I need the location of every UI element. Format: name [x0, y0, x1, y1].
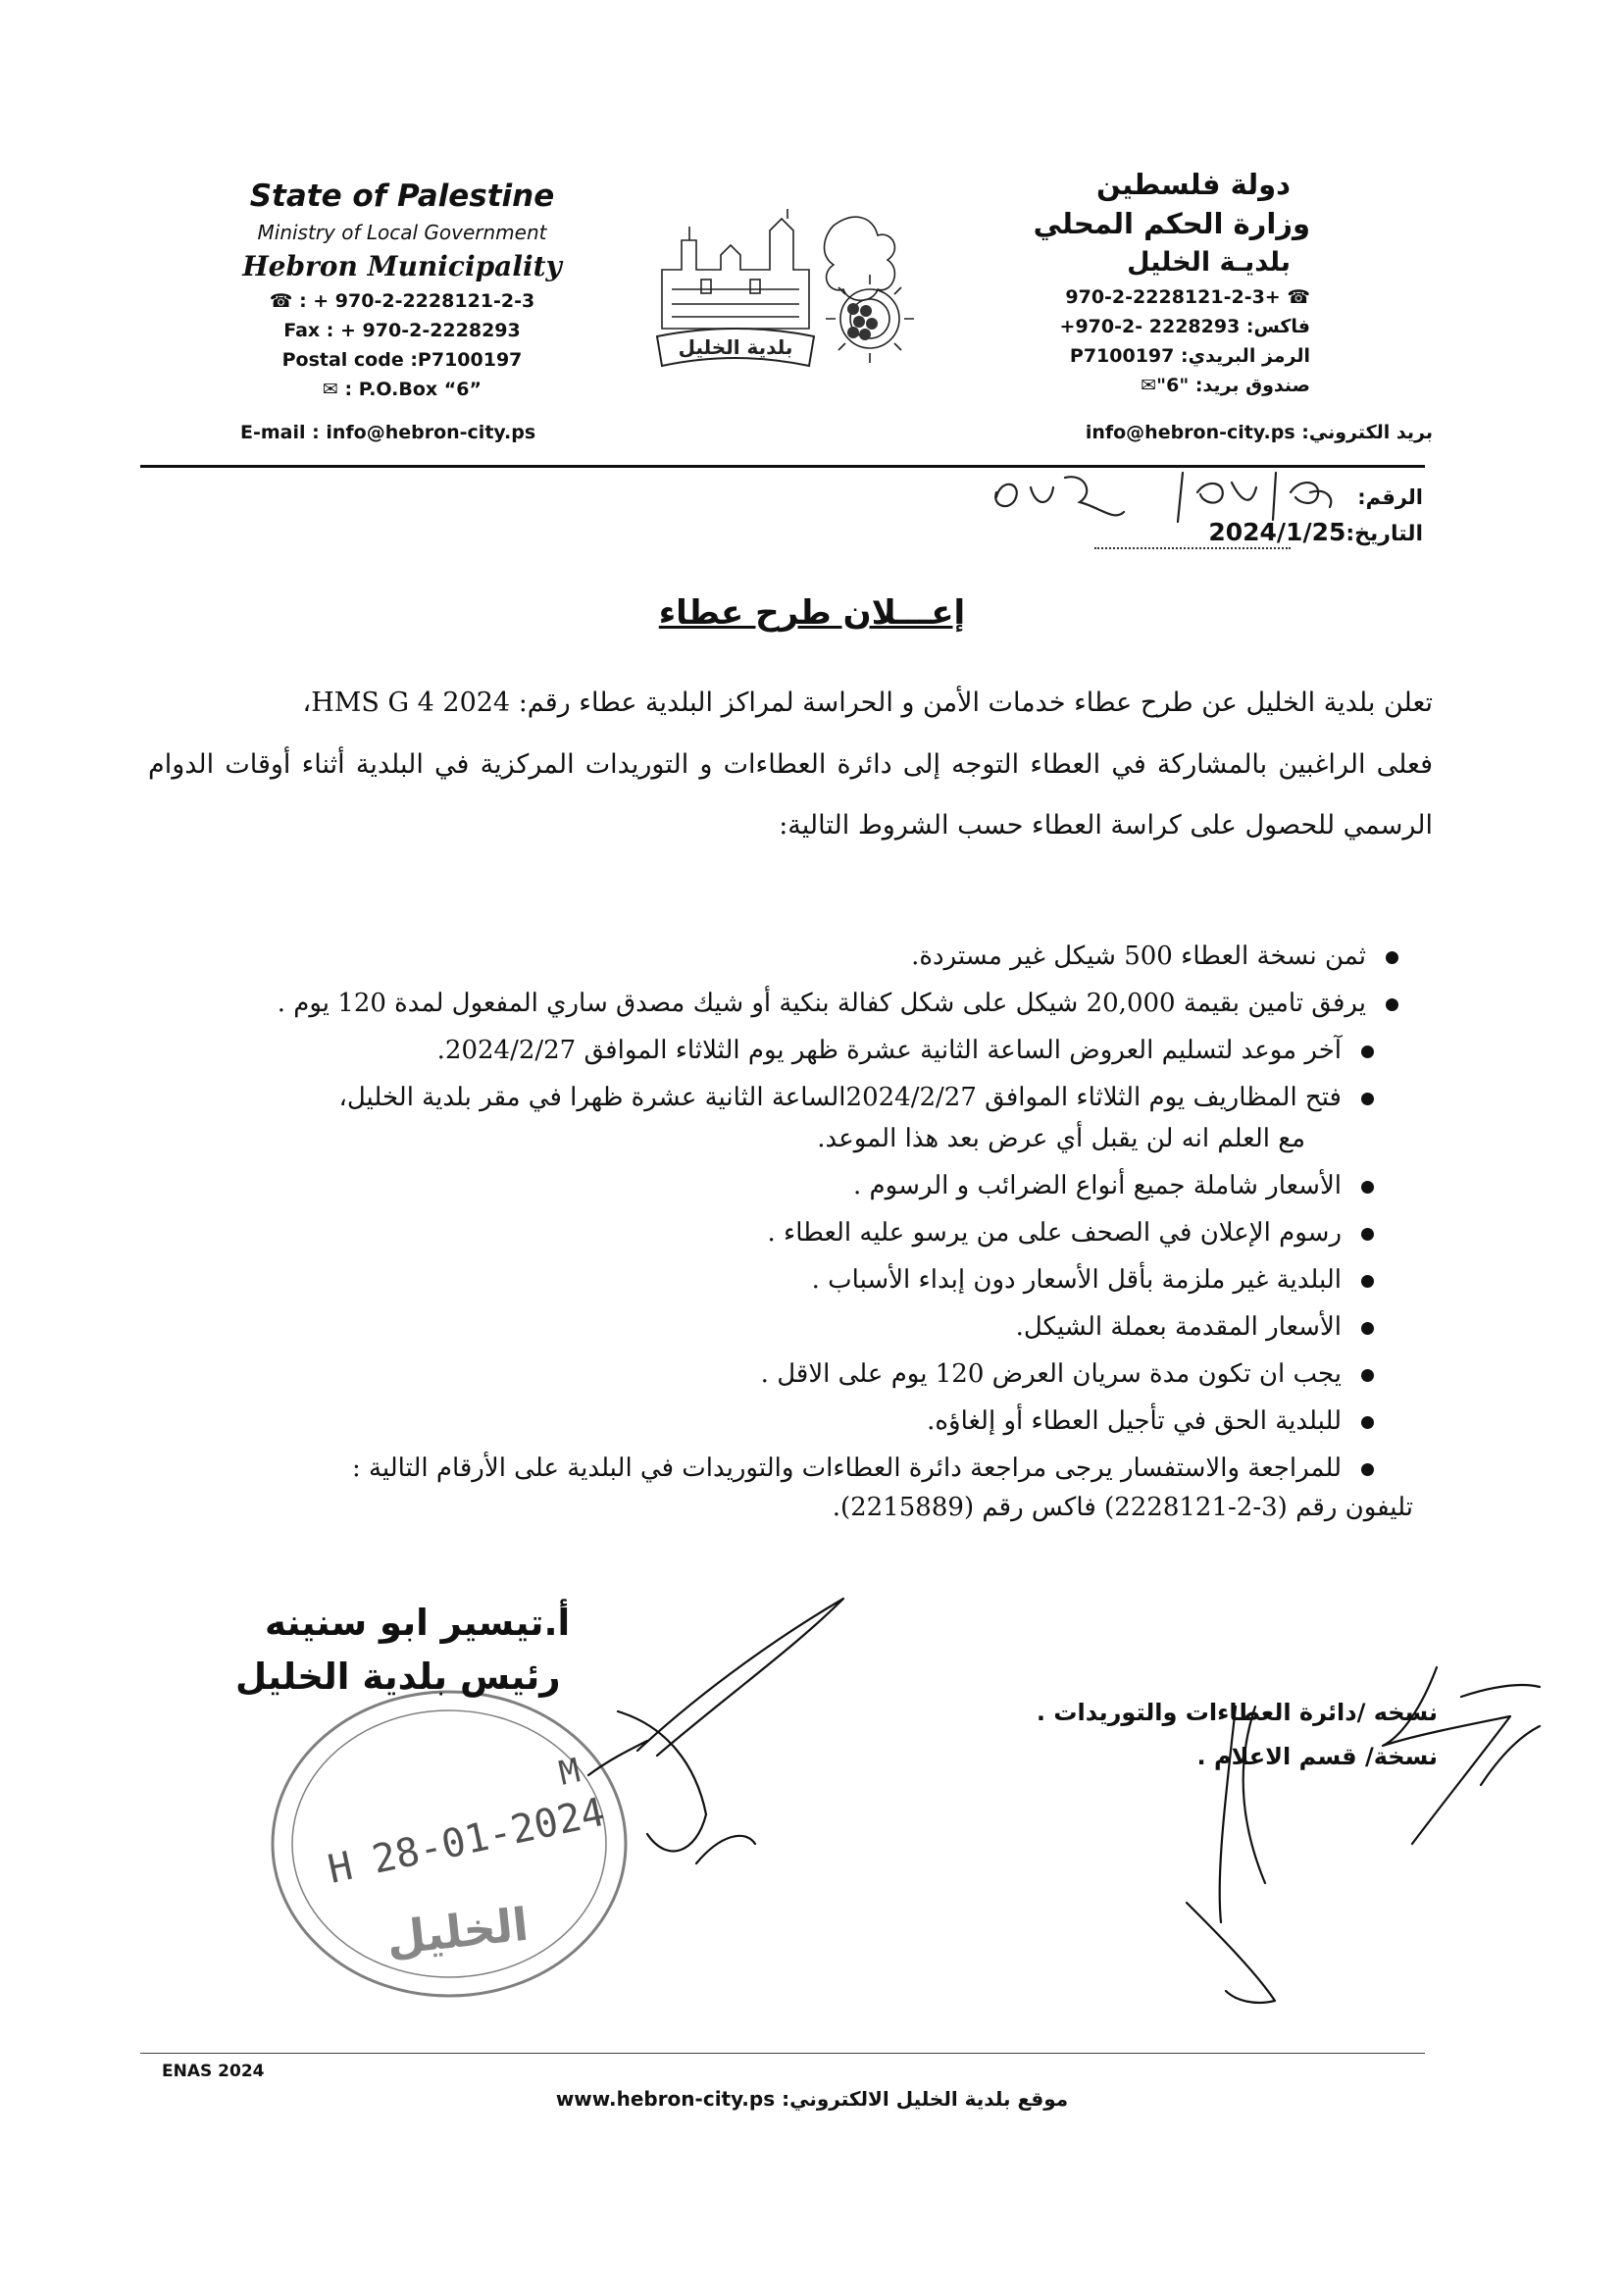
footer-divider — [140, 2053, 1425, 2054]
list-item-continuation: مع العلم انه لن يقبل أي عرض بعد هذا الموعد. — [817, 1124, 1305, 1153]
pobox-ar: صندوق بريد: "6"✉ — [1141, 375, 1310, 396]
handwritten-signature — [549, 1540, 1624, 2226]
municipality-name-ar: بلديـة الخليل — [1127, 247, 1291, 278]
bullet-icon — [1361, 1093, 1374, 1105]
stamp-letter-left: H — [324, 1843, 357, 1893]
signatory-title: رئيس بلدية الخليل — [235, 1656, 561, 1698]
list-item: فتح المظاريف يوم الثلاثاء الموافق 2024/2/27الساعة الثانية عشرة ظهرا في مقر بلدية الخليل، — [338, 1083, 1374, 1112]
list-item: آخر موعد لتسليم العروض الساعة الثانية عشرة ظهر يوم الثلاثاء الموافق 2024/2/27. — [437, 1036, 1374, 1065]
body-paragraph-line-1: تعلن بلدية الخليل عن طرح عطاء خدمات الأمن و الحراسة لمراكز البلدية عطاء رقم: HMS G 4 2024، — [302, 688, 1433, 718]
header-arabic — [977, 165, 1310, 400]
postal-code-en: Postal code :P7100197 — [281, 349, 523, 371]
ministry-name-ar: وزارة الحكم المحلي — [1033, 207, 1310, 240]
list-item: الأسعار المقدمة بعملة الشيكل. — [1016, 1312, 1374, 1342]
list-item: الأسعار شاملة جميع أنواع الضرائب و الرسوم . — [853, 1171, 1374, 1200]
conditions-list — [231, 942, 1413, 1569]
fax-ar: فاكس: 2228293 -2-970+ — [1059, 316, 1310, 337]
stamp-text: الخليل — [383, 1897, 532, 1965]
bullet-icon — [1386, 951, 1398, 964]
footer-code: ENAS 2024 — [162, 2062, 265, 2081]
phone-en: ☎ : + 970-2-2228121-2-3 — [269, 290, 535, 312]
state-name-en: State of Palestine — [249, 178, 555, 214]
copy-recipient-2: نسخة/ قسم الاعلام . — [1196, 1743, 1438, 1770]
email-ar: بريد الكتروني: info@hebron-city.ps — [1085, 422, 1433, 443]
date-value: 2024/1/25 — [1208, 518, 1346, 546]
body-paragraph-line-2: فعلى الراغبين بالمشاركة في العطاء التوجه إلى دائرة العطاءات و التوريدات المركزية في البلدية أثناء أوقات الدوام — [148, 749, 1433, 780]
bullet-icon — [1361, 1045, 1374, 1058]
email-en: E-mail : info@hebron-city.ps — [240, 422, 536, 443]
pobox-en: ✉ : P.O.Box “6” — [323, 379, 482, 400]
stamp-letter-right: M — [555, 1751, 584, 1794]
municipality-logo — [642, 201, 927, 378]
phone-ar: ☎ +970-2-2228121-2-3 — [1065, 286, 1310, 308]
state-name-ar: دولة فلسطين — [1095, 168, 1291, 201]
bullet-icon — [1361, 1228, 1374, 1241]
header-english — [226, 175, 579, 404]
bullet-icon — [1361, 1416, 1374, 1429]
body-paragraph-line-3: الرسمي للحصول على كراسة العطاء حسب الشروط التالية: — [779, 810, 1433, 841]
announcement-title: إعـــلان طرح عطاء — [658, 593, 966, 633]
municipality-name-en: Hebron Municipality — [242, 250, 562, 282]
copy-recipient-1: نسخه /دائرة العطاءات والتوريدات . — [1036, 1699, 1438, 1726]
list-item: يجب ان تكون مدة سريان العرض 120 يوم على الاقل . — [761, 1359, 1374, 1389]
list-item: البلدية غير ملزمة بأقل الأسعار دون إبداء الأسباب . — [812, 1265, 1374, 1295]
bullet-icon — [1361, 1369, 1374, 1382]
date-label: التاريخ: — [1345, 522, 1423, 546]
logo-banner-text: بلدية الخليل — [678, 335, 793, 359]
fax-en: Fax : + 970-2-2228293 — [283, 320, 521, 341]
list-item: يرفق تامين بقيمة 20,000 شيكل على شكل كفالة بنكية أو شيك مصدق ساري المفعول لمدة 120 يوم . — [278, 989, 1398, 1018]
reference-label: الرقم: — [1357, 485, 1423, 509]
signatory-name: أ.تيسير ابو سنينه — [265, 1602, 571, 1644]
bullet-icon — [1386, 998, 1398, 1011]
ministry-name-en: Ministry of Local Government — [257, 221, 547, 244]
list-item: للمراجعة والاستفسار يرجى مراجعة دائرة العطاءات والتوريدات في البلدية على الأرقام التالية : — [352, 1453, 1374, 1483]
list-item: للبلدية الحق في تأجيل العطاء أو إلغاؤه. — [927, 1406, 1374, 1436]
date-dotted-line — [1094, 547, 1291, 550]
list-item-continuation: تليفون رقم (3-2-2228121) فاكس رقم (2215889). — [832, 1493, 1413, 1522]
footer-website: موقع بلدية الخليل الالكتروني: www.hebron-city.ps — [555, 2087, 1069, 2111]
date-row — [1208, 518, 1423, 546]
bullet-icon — [1361, 1463, 1374, 1476]
list-item: ثمن نسخة العطاء 500 شيكل غير مستردة. — [911, 942, 1398, 971]
stamp-date: 28-01-2024 — [368, 1789, 609, 1883]
bullet-icon — [1361, 1181, 1374, 1194]
postal-code-ar: الرمز البريدي: P7100197 — [1069, 345, 1310, 367]
bullet-icon — [1361, 1275, 1374, 1288]
bullet-icon — [1361, 1322, 1374, 1335]
list-item: رسوم الإعلان في الصحف على من يرسو عليه العطاء . — [767, 1218, 1374, 1248]
